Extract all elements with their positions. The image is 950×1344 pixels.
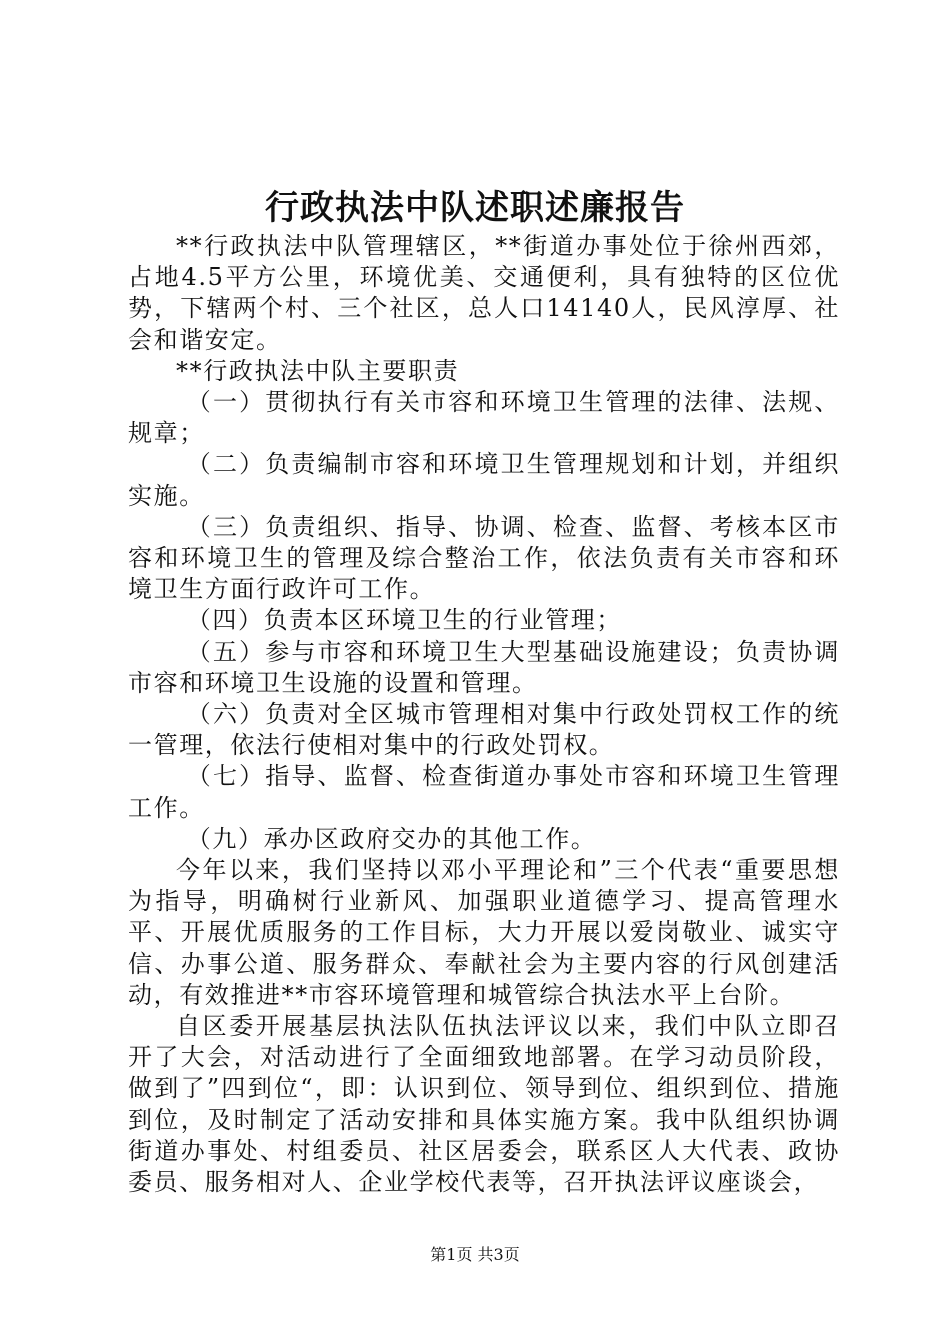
- paragraph-overview: **行政执法中队管理辖区，**街道办事处位于徐州西郊，占地4.5平方公里，环境优美、交通便利，具有独特的区位优势，下辖两个村、三个社区，总人口14140人，民风淳厚、社会和谐安定。: [128, 232, 840, 354]
- paragraph-duty-4: （四）负责本区环境卫生的行业管理；: [186, 606, 622, 635]
- paragraph-duty-2: （二）负责编制市容和环境卫生管理规划和计划，并组织实施。: [128, 450, 840, 510]
- paragraph-duty-3: （三）负责组织、指导、协调、检查、监督、考核本区市容和环境卫生的管理及综合整治工作，依法负责有关市容和环境卫生方面行政许可工作。: [128, 512, 840, 604]
- document-body: [128, 231, 840, 1198]
- paragraph-duty-6: （六）负责对全区城市管理相对集中行政处罚权工作的统一管理，依法行使相对集中的行政处罚权。: [128, 700, 840, 760]
- paragraph-duty-7: （七）指导、监督、检查街道办事处市容和环境卫生管理工作。: [128, 762, 840, 822]
- paragraph-duty-5: （五）参与市容和环境卫生大型基础设施建设；负责协调市容和环境卫生设施的设置和管理。: [128, 637, 840, 697]
- document-title: 行政执法中队述职述廉报告: [265, 188, 685, 228]
- paragraph-duty-9: （九）承办区政府交办的其他工作。: [186, 824, 597, 853]
- page-footer: 第1页 共3页: [430, 1245, 520, 1264]
- paragraph-evaluation: 自区委开展基层执法队伍执法评议以来，我们中队立即召开了大会，对活动进行了全面细致地部署。在学习动员阶段，做到了”四到位“，即：认识到位、领导到位、组织到位、措施到位，及时制定了活动安排和具体实施方案。我中队组织协调街道办事处、村组委员、社区居委会，联系区人大代表、政协委员、服务相对人、企业学校代表等，召开执法评议座谈会，: [128, 1012, 840, 1197]
- paragraph-duty-1: （一）贯彻执行有关市容和环境卫生管理的法律、法规、规章；: [128, 388, 840, 448]
- paragraph-this-year: 今年以来，我们坚持以邓小平理论和”三个代表“重要思想为指导，明确树行业新风、加强职业道德学习、提高管理水平、开展优质服务的工作目标，大力开展以爱岗敬业、诚实守信、办事公道、服务群众、奉献社会为主要内容的行风创建活动，有效推进**市容环境管理和城管综合执法水平上台阶。: [128, 856, 840, 1009]
- paragraph-duties-heading: **行政执法中队主要职责: [176, 356, 460, 385]
